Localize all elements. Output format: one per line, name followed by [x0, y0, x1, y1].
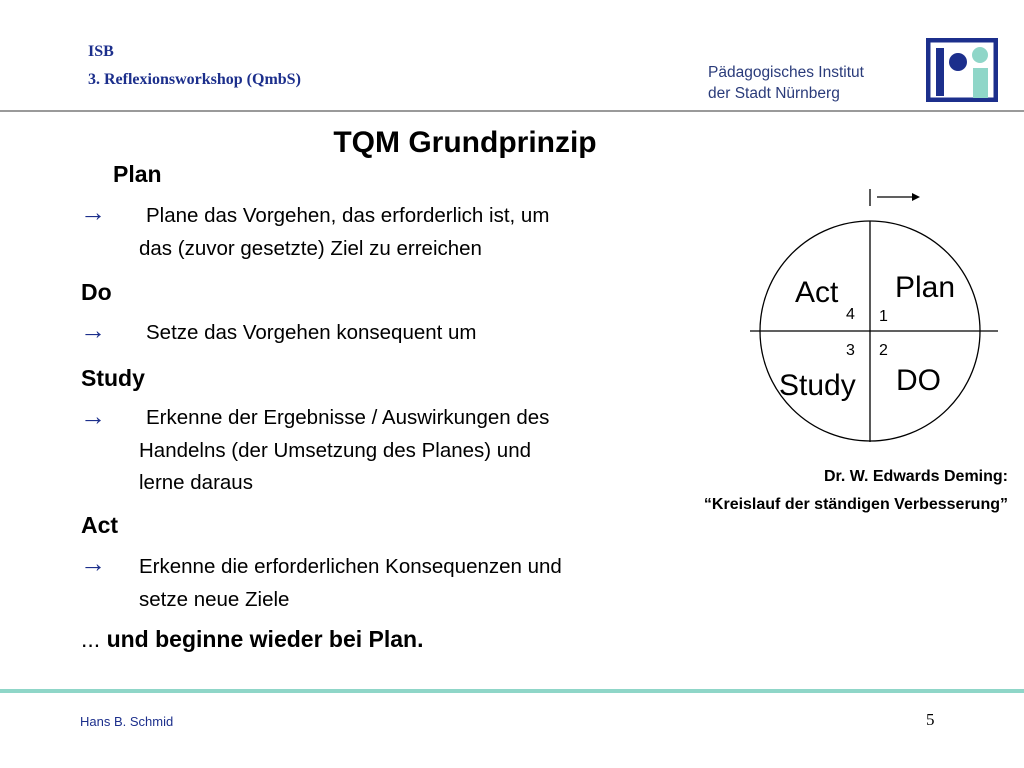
caption-author: Dr. W. Edwards Deming:	[823, 468, 1008, 485]
study-text-line-3: lerne daraus	[139, 471, 253, 494]
header-subtitle: 3. Reflexionsworkshop (QmbS)	[88, 71, 301, 88]
closing-bold: und beginne wieder bei Plan.	[106, 626, 424, 652]
quadrant-number-3: 3	[846, 342, 855, 359]
arrow-bullet-icon: →	[80, 401, 106, 431]
institute-line-1: Pädagogisches Institut	[708, 64, 864, 81]
logo-dot-blue	[949, 53, 967, 71]
act-text-line-2: setze neue Ziele	[139, 588, 290, 611]
institute-line-2: der Stadt Nürnberg	[708, 85, 840, 102]
plan-text-line-2: das (zuvor gesetzte) Ziel zu erreichen	[139, 237, 482, 260]
arrow-bullet-icon: →	[80, 197, 106, 227]
logo-dot-teal	[972, 47, 988, 63]
direction-arrow-icon	[912, 193, 920, 201]
quadrant-act: Act	[795, 276, 839, 309]
section-heading-plan: Plan	[113, 161, 162, 187]
page-number: 5	[926, 710, 935, 729]
pdca-cycle-diagram	[740, 180, 1010, 450]
quadrant-number-2: 2	[879, 342, 888, 359]
closing-prefix: ...	[81, 626, 107, 652]
section-heading-act: Act	[81, 512, 119, 538]
plan-text-line-1: Plane das Vorgehen, das erforderlich ist, um	[146, 204, 550, 227]
header-divider	[0, 110, 1024, 112]
quadrant-plan: Plan	[895, 271, 956, 304]
institute-logo	[926, 38, 998, 102]
quadrant-do: DO	[896, 364, 941, 397]
header-org: ISB	[88, 43, 114, 60]
do-text-line-1: Setze das Vorgehen konsequent um	[146, 321, 477, 344]
quadrant-number-1: 1	[879, 308, 888, 325]
quadrant-study: Study	[779, 369, 856, 402]
study-text-line-2: Handelns (der Umsetzung des Planes) und	[139, 439, 531, 462]
institute-name	[708, 62, 864, 104]
logo-bar	[936, 48, 944, 96]
arrow-bullet-icon: →	[80, 315, 106, 345]
footer-divider	[0, 689, 1024, 693]
page-title: TQM Grundprinzip	[333, 126, 597, 159]
quadrant-number-4: 4	[846, 306, 855, 323]
section-heading-study: Study	[81, 365, 145, 391]
logo-bar-teal	[973, 68, 988, 98]
act-text-line-1: Erkenne die erforderlichen Konsequenzen und	[139, 555, 562, 578]
arrow-bullet-icon: →	[80, 548, 106, 578]
section-heading-do: Do	[81, 279, 112, 305]
closing-line	[81, 626, 424, 653]
footer-author: Hans B. Schmid	[80, 714, 174, 729]
study-text-line-1: Erkenne der Ergebnisse / Auswirkungen des	[146, 406, 550, 429]
caption-title: “Kreislauf der ständigen Verbesserung”	[703, 496, 1008, 513]
